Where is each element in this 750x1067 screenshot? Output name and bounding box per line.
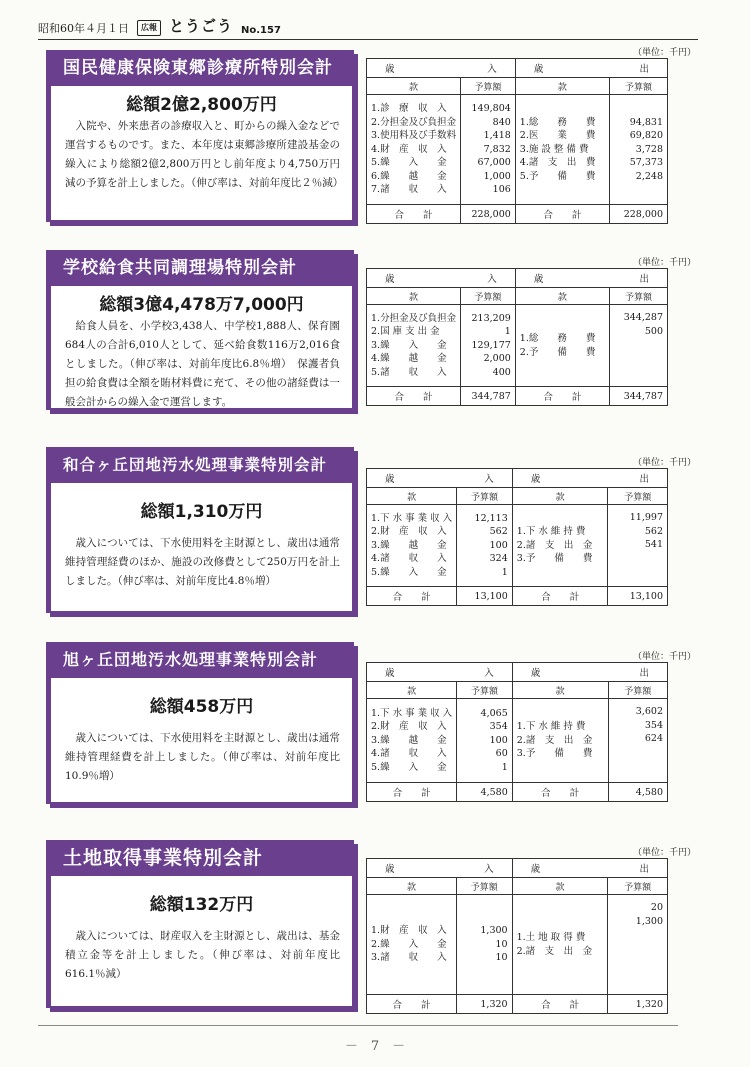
issue-number: No.157 [241, 25, 281, 36]
revenue-value: 149,804 [471, 103, 511, 115]
revenue-header-char: 歳 [385, 864, 395, 875]
expense-item: 2.諸 支 出 金 [516, 734, 593, 746]
expense-value: 562 [644, 525, 663, 537]
section-total: 総額132万円 [149, 895, 254, 915]
expense-value: 1,300 [635, 915, 663, 927]
column-yosan: 予算額 [609, 78, 667, 95]
revenue-item: 7.諸 収 入 [371, 184, 447, 196]
revenue-value: 324 [489, 553, 508, 565]
revenue-total: 1,320 [456, 995, 512, 1014]
budget-table [366, 58, 668, 224]
section-total: 総額3億4,478万7,000円 [99, 295, 304, 315]
revenue-item: 5.繰 入 金 [371, 157, 447, 169]
expense-value: 69,820 [629, 130, 663, 142]
expense-header-char: 出 [639, 274, 649, 285]
expense-value: 94,831 [629, 116, 663, 128]
revenue-value: 1 [501, 761, 508, 773]
unit-label: （単位：千円） [632, 258, 696, 268]
expense-value: 344,287 [623, 312, 663, 323]
expense-value: 57,373 [629, 157, 663, 169]
section-title: 土地取得事業特別会計 [51, 840, 352, 876]
column-yosan: 予算額 [609, 288, 667, 305]
revenue-value: 12,113 [474, 512, 508, 524]
revenue-header [367, 269, 516, 288]
revenue-total-label: 合 計 [367, 387, 461, 406]
revenue-value: 129,177 [471, 339, 511, 351]
section-summary-box [46, 642, 354, 804]
masthead [38, 14, 698, 40]
revenue-item: 2.繰 入 金 [371, 938, 447, 950]
column-kan: 款 [367, 682, 457, 699]
section-title: 旭ヶ丘団地汚水処理事業特別会計 [51, 642, 352, 678]
revenue-item: 5.繰 入 金 [371, 761, 447, 773]
revenue-items [367, 699, 457, 783]
section-description: 歳入については、下水使用料を主財源とし、歳出は通常維持管理経費のほか、施設の改修費として250万円を計上しました。（伸び率は、対前年度比4.8％増） [65, 537, 340, 587]
expense-values [608, 699, 668, 783]
revenue-header-char: 入 [484, 668, 494, 679]
revenue-header-char: 入 [487, 64, 497, 75]
section-description: 歳入については、下水使用料を主財源とし、歳出は通常維持管理経費を計上しました。（伸び率は、対前年度比10.9％増） [65, 732, 340, 782]
revenue-value: 1,418 [483, 130, 511, 142]
column-kan: 款 [367, 288, 461, 305]
paper-name: とうごう [169, 17, 234, 35]
budget-table [366, 858, 668, 1014]
budget-table [366, 662, 668, 802]
expense-items [512, 699, 608, 783]
expense-value: 624 [644, 733, 663, 744]
revenue-total: 13,100 [457, 587, 513, 606]
expense-total-label: 合 計 [512, 995, 608, 1014]
section-title: 国民健康保険東郷診療所特別会計 [51, 50, 352, 86]
revenue-value: 1 [501, 566, 508, 578]
revenue-value: 67,000 [477, 157, 511, 169]
footer-divider [38, 1025, 678, 1026]
expense-header [512, 663, 667, 682]
expense-header-char: 出 [639, 64, 649, 75]
revenue-value: 1,300 [480, 925, 508, 937]
revenue-header-char: 歳 [385, 668, 395, 679]
expense-value: 3,728 [635, 143, 663, 155]
expense-value: 20 [650, 902, 663, 913]
revenue-value: 1,000 [483, 170, 511, 182]
revenue-header-char: 歳 [385, 64, 395, 75]
expense-header-char: 歳 [533, 64, 544, 75]
expense-item: 4.諸 支 出 費 [519, 157, 596, 169]
revenue-total-label: 合 計 [367, 783, 457, 802]
expense-item: 5.予 備 費 [519, 170, 596, 182]
expense-total: 344,787 [609, 387, 667, 406]
revenue-values [461, 305, 516, 387]
expense-item: 1.下 水 維 持 費 [516, 526, 586, 538]
column-kan: 款 [512, 488, 608, 505]
revenue-values [457, 699, 513, 783]
section-description: 給食人員を、小学校3,438人、中学校1,888人、保育園684人の合計6,010人として、延べ給食数116万2,016食としました。（伸び率は、対前年度比6.8％増） 保護者負担の給食費は全額を賄材料費に充て、その他の諸経費は一般会計からの繰入金で運営します。 [65, 320, 340, 408]
revenue-item: 3.諸 収 入 [371, 952, 447, 964]
section-summary-box [46, 840, 354, 1008]
section-description: 歳入については、財産収入を主財源とし、歳出は、基金積立金等を計上しました。（伸び率は、対前年度比616.1％減） [65, 930, 340, 980]
revenue-item: 1.下 水 事 業 収 入 [371, 707, 453, 719]
unit-label: （単位：千円） [632, 48, 696, 58]
revenue-items [367, 305, 461, 387]
budget-table [366, 468, 668, 606]
revenue-header [367, 859, 513, 878]
expense-total: 228,000 [609, 205, 667, 224]
revenue-item: 4.財 産 収 入 [371, 143, 447, 155]
unit-label: （単位：千円） [632, 848, 696, 858]
expense-items [515, 95, 609, 205]
revenue-header-char: 入 [487, 274, 497, 285]
expense-header-char: 歳 [530, 864, 541, 875]
expense-value: 2,248 [635, 170, 663, 182]
column-yosan: 予算額 [457, 682, 513, 699]
expense-items [512, 895, 608, 995]
expense-total-label: 合 計 [512, 783, 608, 802]
revenue-item: 3.使用料及び手数料 [371, 130, 457, 142]
revenue-header-char: 入 [484, 864, 494, 875]
revenue-header-char: 歳 [385, 274, 395, 285]
revenue-value: 354 [489, 721, 508, 733]
revenue-values [457, 505, 513, 587]
expense-items [512, 505, 608, 587]
column-kan: 款 [515, 288, 609, 305]
revenue-total: 4,580 [457, 783, 513, 802]
revenue-item: 2.財 産 収 入 [371, 721, 447, 733]
revenue-item: 2.国 庫 支 出 金 [371, 326, 440, 338]
expense-total-label: 合 計 [515, 387, 609, 406]
section-summary-box [46, 250, 354, 410]
unit-label: （単位：千円） [632, 458, 696, 468]
revenue-values [456, 895, 512, 995]
revenue-total-label: 合 計 [367, 205, 461, 224]
revenue-total: 344,787 [461, 387, 516, 406]
expense-total: 4,580 [608, 783, 668, 802]
expense-total: 1,320 [608, 995, 668, 1014]
section-total: 総額1,310万円 [140, 502, 263, 522]
expense-value: 11,997 [629, 512, 663, 523]
revenue-item: 4.繰 越 金 [371, 353, 447, 365]
expense-item: 2.諸 支 出 金 [516, 945, 593, 957]
revenue-item: 1.分担金及び負担金 [371, 312, 457, 324]
revenue-value: 100 [489, 539, 508, 551]
expense-values [609, 305, 667, 387]
expense-item: 1.土 地 取 得 費 [516, 932, 586, 943]
revenue-value: 60 [495, 748, 508, 760]
expense-header-char: 出 [639, 864, 649, 875]
expense-header-char: 歳 [530, 474, 541, 485]
revenue-total-label: 合 計 [367, 587, 457, 606]
revenue-item: 3.繰 越 金 [371, 539, 447, 551]
section-summary-box [46, 447, 354, 613]
revenue-items [367, 95, 461, 205]
revenue-items [367, 895, 457, 995]
revenue-item: 3.繰 入 金 [371, 339, 447, 351]
expense-header-char: 歳 [530, 668, 541, 679]
section-title: 和合ヶ丘団地汚水処理事業特別会計 [51, 447, 352, 483]
expense-header-char: 出 [639, 668, 649, 679]
column-kan: 款 [512, 682, 608, 699]
budget-table [366, 268, 668, 406]
expense-item: 1.総 務 費 [519, 333, 596, 344]
column-yosan: 予算額 [461, 288, 516, 305]
expense-total-label: 合 計 [515, 205, 609, 224]
revenue-item: 2.財 産 収 入 [371, 526, 447, 538]
kouhou-logo-icon: 広報 [137, 20, 161, 36]
revenue-value: 840 [492, 116, 511, 128]
section-description: 入院や、外来患者の診療収入と、町からの繰入金などで運営するものです。また、本年度は東郷診療所建設基金の繰入により総額2億2,800万円とし前年度より4,750万円減の予算を計上しました。（伸び率は、対前年度比２％減） [65, 120, 344, 189]
revenue-header-char: 歳 [385, 474, 395, 485]
revenue-value: 4,065 [480, 707, 508, 719]
column-yosan: 予算額 [608, 488, 668, 505]
column-kan: 款 [512, 878, 608, 895]
expense-item: 1.下 水 維 持 費 [516, 721, 586, 733]
column-yosan: 予算額 [461, 78, 516, 95]
revenue-header-char: 入 [484, 474, 494, 485]
revenue-items [367, 505, 457, 587]
revenue-total-label: 合 計 [367, 995, 457, 1014]
expense-items [515, 305, 609, 387]
column-yosan: 予算額 [608, 878, 668, 895]
revenue-header [367, 469, 513, 488]
expense-values [608, 505, 668, 587]
expense-item: 2.予 備 費 [519, 346, 596, 358]
revenue-item: 6.繰 越 金 [371, 170, 447, 182]
page-number: － 7 － [344, 1039, 406, 1054]
revenue-item: 2.分担金及び負担金 [371, 116, 457, 128]
revenue-value: 213,209 [471, 312, 511, 324]
section-total: 総額2億2,800万円 [126, 95, 277, 115]
revenue-header [367, 59, 516, 78]
section-title: 学校給食共同調理場特別会計 [51, 250, 352, 286]
revenue-item: 4.諸 収 入 [371, 748, 447, 760]
issue-date: 昭和60年４月１日 [38, 22, 129, 35]
expense-header-char: 出 [639, 474, 649, 485]
section-total: 総額458万円 [149, 697, 254, 717]
expense-item: 1.総 務 費 [519, 116, 596, 128]
expense-header [512, 859, 667, 878]
revenue-header [367, 663, 513, 682]
revenue-item: 3.繰 越 金 [371, 734, 447, 746]
column-yosan: 予算額 [457, 488, 513, 505]
column-yosan: 予算額 [456, 878, 512, 895]
expense-values [609, 95, 667, 205]
column-kan: 款 [367, 488, 457, 505]
expense-value: 354 [644, 719, 663, 731]
revenue-item: 5.諸 収 入 [371, 366, 447, 378]
column-kan: 款 [367, 78, 461, 95]
expense-item: 2.諸 支 出 金 [516, 539, 593, 551]
expense-values [608, 895, 668, 995]
revenue-item: 1.診 療 収 入 [371, 103, 447, 115]
expense-item: 2.医 業 費 [519, 130, 596, 142]
revenue-value: 10 [495, 952, 508, 964]
revenue-value: 100 [489, 734, 508, 746]
revenue-values [461, 95, 516, 205]
expense-header [515, 59, 667, 78]
column-yosan: 予算額 [608, 682, 668, 699]
expense-value: 500 [644, 325, 663, 337]
revenue-item: 5.繰 入 金 [371, 566, 447, 578]
expense-value: 541 [644, 539, 663, 550]
expense-header [515, 269, 667, 288]
revenue-value: 400 [492, 366, 511, 378]
revenue-value: 106 [492, 184, 511, 196]
revenue-value: 10 [495, 938, 508, 950]
revenue-item: 1.財 産 収 入 [371, 925, 447, 937]
unit-label: （単位：千円） [632, 652, 696, 662]
expense-item: 3.予 備 費 [516, 553, 593, 565]
revenue-item: 4.諸 収 入 [371, 553, 447, 565]
revenue-value: 1 [504, 326, 511, 338]
revenue-value: 562 [489, 526, 508, 538]
expense-item: 3.予 備 費 [516, 748, 593, 760]
revenue-value: 7,832 [483, 143, 511, 155]
revenue-total: 228,000 [461, 205, 516, 224]
expense-header-char: 歳 [533, 274, 544, 285]
column-kan: 款 [367, 878, 457, 895]
column-kan: 款 [515, 78, 609, 95]
expense-header [512, 469, 667, 488]
expense-item: 3.施 設 整 備 費 [519, 143, 589, 155]
revenue-item: 1.下 水 事 業 収 入 [371, 512, 453, 524]
expense-total-label: 合 計 [512, 587, 608, 606]
section-summary-box [46, 50, 354, 222]
expense-total: 13,100 [608, 587, 668, 606]
expense-value: 3,602 [635, 706, 663, 717]
revenue-value: 2,000 [483, 353, 511, 365]
